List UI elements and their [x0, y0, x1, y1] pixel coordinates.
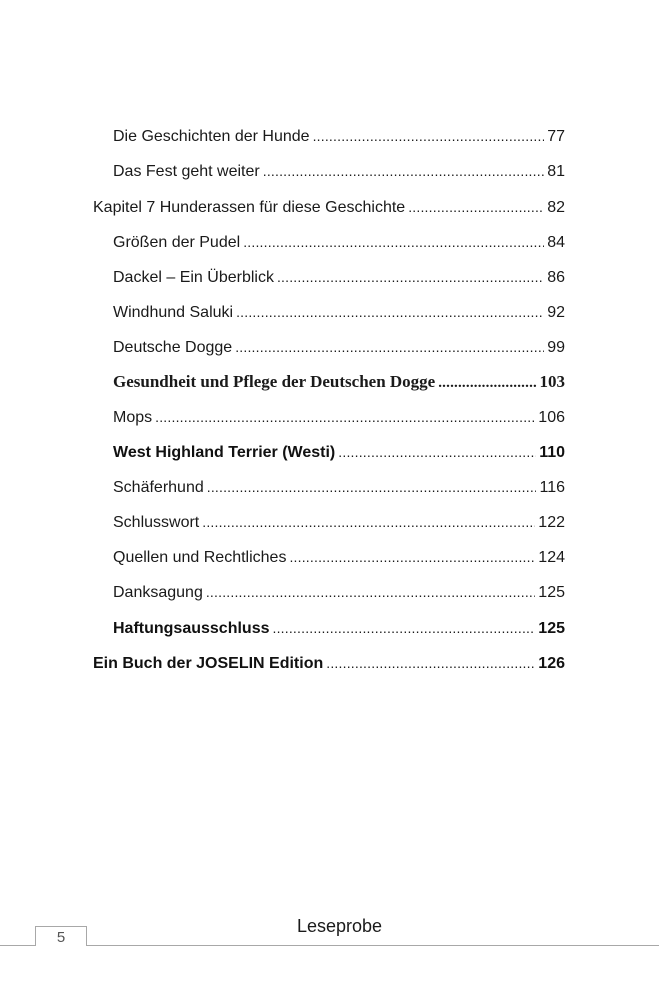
toc-entry-title: Größen der Pudel [113, 234, 241, 251]
toc-entry-page: 125 [538, 584, 565, 601]
toc-entry-windhund-saluki [113, 302, 565, 322]
toc-entry-page: 99 [547, 339, 565, 356]
toc-dot-leader [408, 197, 544, 217]
toc-dot-leader [313, 126, 545, 146]
toc-entry-page: 86 [547, 269, 565, 286]
toc-entry-title: Quellen und Rechtliches [113, 549, 287, 566]
toc-entry-page: 122 [538, 514, 565, 531]
toc-entry-dackel [113, 267, 565, 287]
toc-entry-page: 124 [538, 549, 565, 566]
toc-entry-page: 77 [547, 128, 565, 145]
toc-entry-page: 81 [547, 163, 565, 180]
toc-entry-title: Windhund Saluki [113, 304, 234, 321]
toc-entry-schaeferhund [113, 477, 565, 497]
toc-entry-mops [113, 407, 565, 427]
toc-dot-leader [338, 442, 536, 462]
toc-entry-page: 82 [547, 199, 565, 216]
toc-entry-groessen-der-pudel [113, 232, 565, 252]
toc-entry-page: 125 [538, 620, 565, 637]
toc-entry-page: 92 [547, 304, 565, 321]
toc-entry-danksagung [113, 582, 565, 602]
page-number: 5 [56, 929, 66, 946]
toc-dot-leader [236, 302, 544, 322]
toc-entry-page: 126 [538, 655, 565, 672]
toc-entry-title: Mops [113, 409, 153, 426]
toc-dot-leader [277, 267, 544, 287]
toc-entry-page: 84 [547, 234, 565, 251]
toc-entry-page: 103 [539, 372, 565, 391]
toc-entry-title: Gesundheit und Pflege der Deutschen Dogge [113, 372, 436, 391]
toc-entry-title: Das Fest geht weiter [113, 163, 260, 180]
toc-entry-haftungsausschluss [113, 618, 565, 638]
toc-dot-leader [272, 618, 535, 638]
toc-entry-title: Schäferhund [113, 479, 204, 496]
toc-entry-page: 116 [539, 479, 565, 496]
toc-entry-title: Haftungsausschluss [113, 620, 270, 637]
toc-entry-west-highland-terrier [113, 442, 565, 462]
toc-entry-title: Schlusswort [113, 514, 200, 531]
toc-entry-title: Die Geschichten der Hunde [113, 128, 310, 145]
toc-entry-deutsche-dogge [113, 337, 565, 357]
toc-dot-leader [438, 373, 536, 393]
toc-dot-leader [263, 161, 544, 181]
toc-entry-title: West Highland Terrier (Westi) [113, 444, 336, 461]
toc-entry-quellen-und-rechtliches [113, 547, 565, 567]
toc-entry-page: 106 [538, 409, 565, 426]
toc-dot-leader [202, 512, 535, 532]
toc-dot-leader [326, 653, 535, 673]
toc-entry-schlusswort [113, 512, 565, 532]
toc-dot-leader [243, 232, 544, 252]
toc-entry-title: Kapitel 7 Hunderassen für diese Geschichte [93, 199, 406, 216]
toc-entry-title: Ein Buch der JOSELIN Edition [93, 655, 324, 672]
footer-rule [0, 945, 659, 946]
toc-entry-title: Deutsche Dogge [113, 339, 233, 356]
toc-entry-title: Dackel – Ein Überblick [113, 269, 274, 286]
toc-entry-das-fest-geht-weiter [113, 161, 565, 181]
toc-entry-title: Danksagung [113, 584, 203, 601]
toc-dot-leader [206, 582, 535, 602]
toc-entry-kapitel-7 [93, 197, 565, 217]
toc-entry-page: 110 [539, 444, 565, 461]
toc-entry-gesundheit-und-pflege [113, 372, 565, 392]
toc-entry-die-geschichten-der-hunde [113, 126, 565, 146]
toc-entry-joselin-edition [93, 653, 565, 673]
toc-dot-leader [289, 547, 535, 567]
toc-dot-leader [207, 477, 537, 497]
footer-label: Leseprobe [297, 916, 383, 936]
toc-dot-leader [155, 407, 535, 427]
toc-dot-leader [235, 337, 544, 357]
